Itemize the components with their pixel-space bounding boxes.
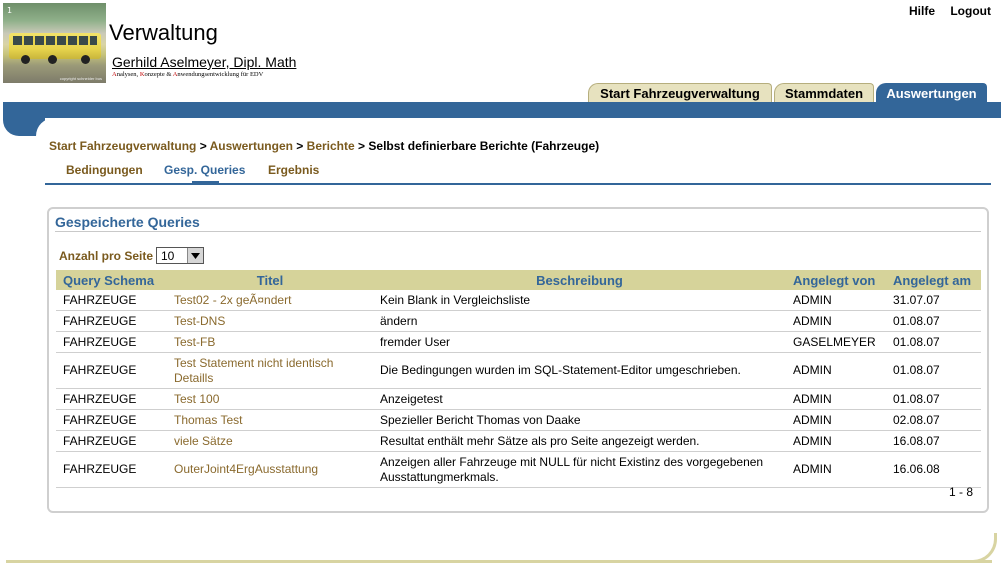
rows-per-page-label: Anzahl pro Seite <box>59 249 154 263</box>
chevron-down-icon[interactable] <box>187 248 203 263</box>
breadcrumb-current: Selbst definierbare Berichte (Fahrzeuge) <box>368 139 600 153</box>
col-angelegt-am[interactable]: Angelegt am <box>886 270 981 290</box>
breadcrumb-berichte[interactable]: Berichte <box>306 139 355 153</box>
saved-queries-region <box>47 207 989 513</box>
region-title: Gespeicherte Queries <box>55 214 200 230</box>
query-title-link[interactable]: viele Sätze <box>167 431 373 452</box>
col-beschreibung[interactable]: Beschreibung <box>373 270 786 290</box>
subtab-bedingungen[interactable]: Bedingungen <box>66 163 143 177</box>
tagline: Analysen, Konzepte & Anwendungsentwicklung für EDV <box>112 71 264 78</box>
author-link[interactable]: Gerhild Aselmeyer, Dipl. Math <box>112 54 297 70</box>
table-row: FAHRZEUGE Test02 - 2x geÃ¤ndert Kein Blank in Vergleichsliste ADMIN 31.07.07 <box>56 290 981 311</box>
rows-per-page-select[interactable]: 10 <box>156 247 204 264</box>
tab-start-fahrzeugverwaltung[interactable]: Start Fahrzeugverwaltung <box>588 83 772 103</box>
col-query-schema[interactable]: Query Schema <box>56 270 167 290</box>
table-row: FAHRZEUGE OuterJoint4ErgAusstattung Anzeigen aller Fahrzeuge mit NULL für nicht Existinz des vorgegebenen Ausstattungmerkmals. ADMIN 16.06.08 <box>56 452 981 488</box>
logo-number: 1 <box>7 6 13 15</box>
global-nav <box>897 4 991 18</box>
logo-caption: copyright schneider bus <box>59 76 102 81</box>
query-title-link[interactable]: Test-FB <box>167 332 373 353</box>
table-row: FAHRZEUGE Test-DNS ändern ADMIN 01.08.07 <box>56 311 981 332</box>
col-angelegt-von[interactable]: Angelegt von <box>786 270 886 290</box>
tab-stammdaten[interactable]: Stammdaten <box>774 83 874 103</box>
breadcrumb-start[interactable]: Start Fahrzeugverwaltung <box>49 139 197 153</box>
query-title-link[interactable]: Test Statement nicht identisch Detaills <box>167 353 373 389</box>
tab-auswertungen[interactable]: Auswertungen <box>876 83 987 103</box>
query-title-link[interactable]: Test02 - 2x geÃ¤ndert <box>167 290 373 311</box>
subtab-divider <box>45 183 991 185</box>
query-title-link[interactable]: Thomas Test <box>167 410 373 431</box>
queries-table <box>56 270 981 488</box>
breadcrumb-auswertungen[interactable]: Auswertungen <box>209 139 293 153</box>
logo-image <box>3 3 106 83</box>
header-bar <box>3 102 1001 118</box>
table-row: FAHRZEUGE Test Statement nicht identisch Detaills Die Bedingungen wurden im SQL-Statement-Editor umgeschrieben. ADMIN 01.08.07 <box>56 353 981 389</box>
table-header-row <box>56 270 981 290</box>
query-title-link[interactable]: Test-DNS <box>167 311 373 332</box>
footer-line <box>6 560 992 563</box>
logout-link[interactable]: Logout <box>950 4 991 18</box>
query-title-link[interactable]: OuterJoint4ErgAusstattung <box>167 452 373 488</box>
subtab-gesp-queries[interactable]: Gesp. Queries <box>164 163 246 177</box>
breadcrumb: Start Fahrzeugverwaltung > Auswertungen > Berichte > Selbst definierbare Berichte (Fahrzeuge) <box>49 139 600 153</box>
subtab-ergebnis[interactable]: Ergebnis <box>268 163 320 177</box>
table-row: FAHRZEUGE Thomas Test Spezieller Bericht Thomas von Daake ADMIN 02.08.07 <box>56 410 981 431</box>
table-row: FAHRZEUGE viele Sätze Resultat enthält mehr Sätze als pro Seite angezeigt werden. ADMIN 16.08.07 <box>56 431 981 452</box>
help-link[interactable]: Hilfe <box>908 4 935 18</box>
table-row: FAHRZEUGE Test-FB fremder User GASELMEYER 01.08.07 <box>56 332 981 353</box>
col-titel[interactable]: Titel <box>167 270 373 290</box>
pagination-info: 1 - 8 <box>948 485 973 499</box>
app-title: Verwaltung <box>109 20 218 45</box>
query-title-link[interactable]: Test 100 <box>167 389 373 410</box>
table-row: FAHRZEUGE Test 100 Anzeigetest ADMIN 01.08.07 <box>56 389 981 410</box>
